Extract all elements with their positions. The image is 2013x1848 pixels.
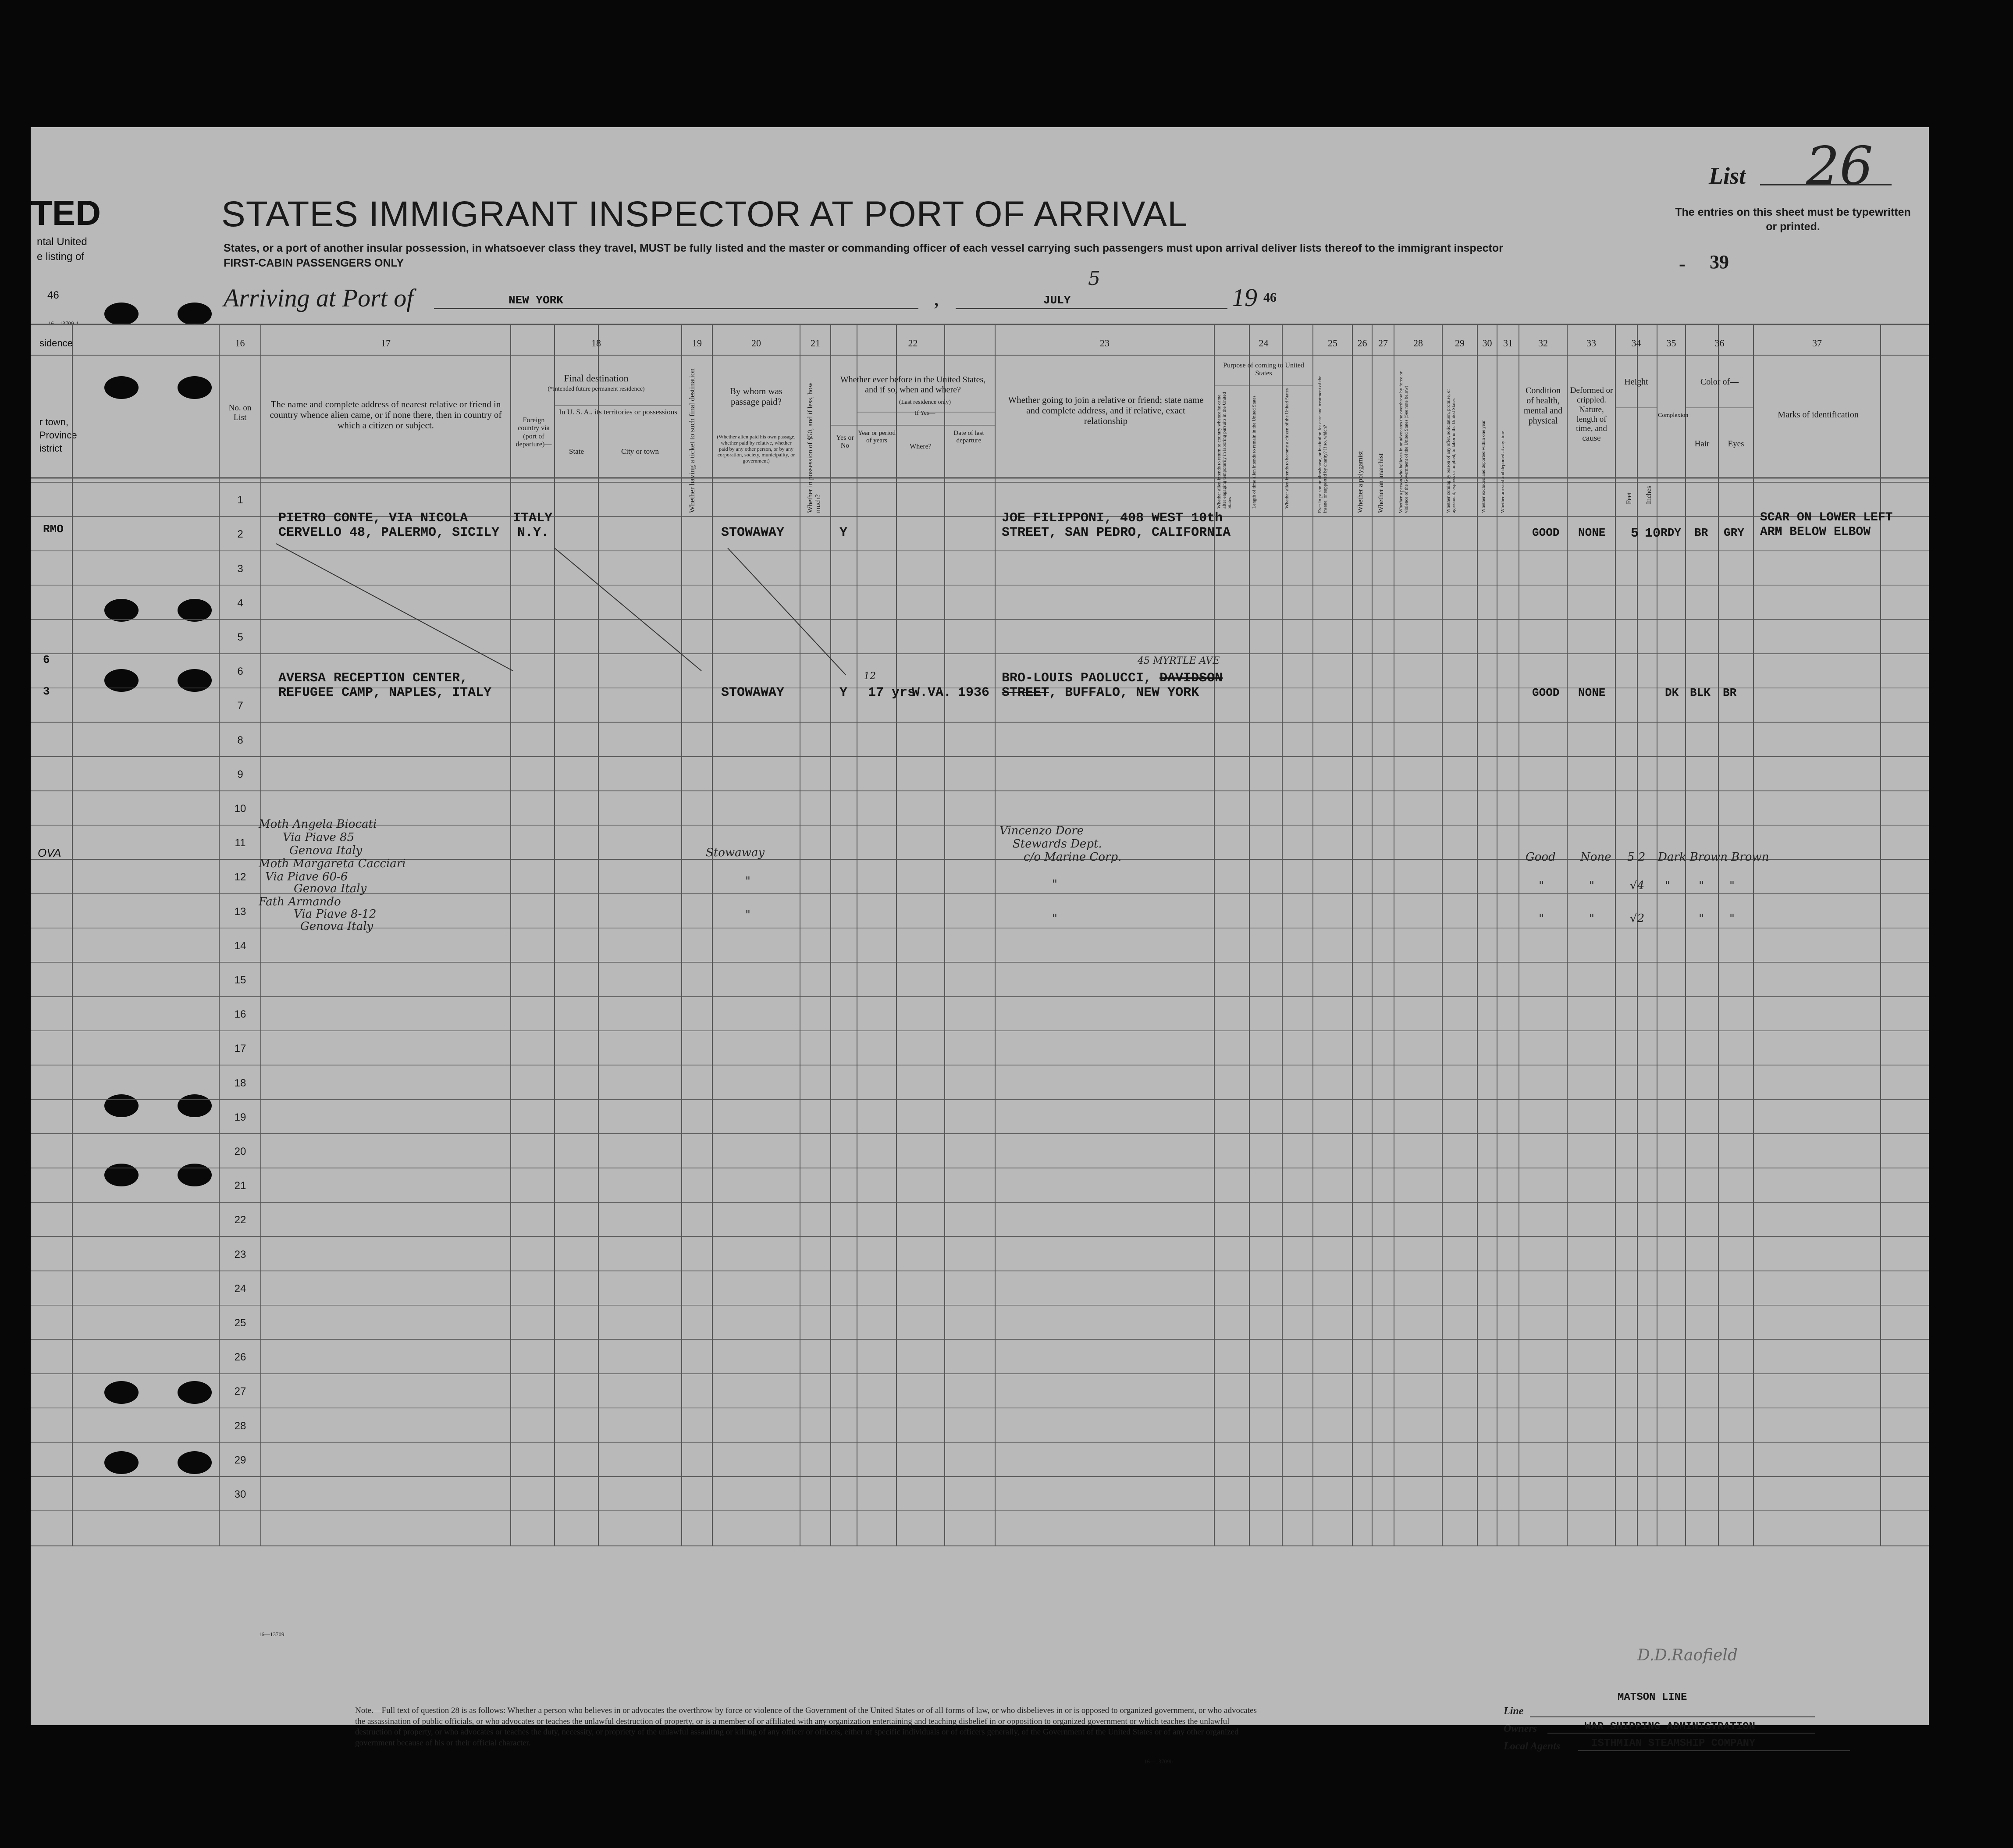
hdr-final-destination: Final destination: [564, 373, 629, 384]
r1-relative-1: PIETRO CONTE, VIA NICOLA: [278, 511, 468, 526]
r12-relative-2: Via Piave 60-6: [265, 870, 348, 883]
r6-years: 17 yrs: [868, 685, 916, 700]
row-number-27: 27: [234, 1385, 246, 1398]
r13-relative-1: Fath Armando: [259, 895, 341, 908]
col-num-24: 24: [1259, 338, 1269, 349]
col-num-37: 37: [1812, 338, 1822, 349]
manifest-sheet: [31, 127, 1929, 1765]
owners-underline: [1547, 1733, 1815, 1734]
col-num-19: 19: [692, 338, 702, 349]
row-number-28: 28: [234, 1420, 246, 1432]
r11-join-2: Stewards Dept.: [1013, 837, 1102, 851]
r12-eyes: ": [1729, 879, 1735, 892]
agents-label: Local Agents: [1504, 1741, 1561, 1752]
row-number-13: 13: [234, 905, 246, 918]
hdr-hair: Hair: [1694, 439, 1710, 449]
typewritten-note: The entries on this sheet must be typewritten or printed.: [1675, 206, 1911, 233]
r11-relative-3: Genova Italy: [289, 844, 363, 857]
hdr-eyes: Eyes: [1728, 439, 1744, 449]
arriving-label: Arriving at Port of: [224, 284, 414, 312]
line-value: MATSON LINE: [1618, 1691, 1687, 1703]
arrival-date: JULY: [1043, 294, 1071, 307]
row-number-24: 24: [234, 1282, 246, 1295]
hdr-inches: Inches: [1645, 486, 1653, 504]
col-num-31: 31: [1503, 338, 1513, 349]
list-label: List: [1709, 163, 1746, 189]
left-row11: OVA: [38, 846, 61, 859]
r12-paid: ": [745, 875, 750, 888]
row-number-23: 23: [234, 1248, 246, 1260]
hdr-purpose: Purpose of coming to United States: [1223, 362, 1304, 377]
row-number-2: 2: [237, 528, 243, 541]
comma: ,: [934, 285, 939, 310]
hdr-yes-no: Yes or No: [836, 434, 854, 450]
r1-relative-2: CERVELLO 48, PALERMO, SICILY: [278, 525, 500, 540]
left-row6: 3: [43, 685, 50, 698]
r6-join-struck-2: STREET: [1002, 685, 1049, 700]
row-number-4: 4: [237, 597, 243, 609]
row-number-25: 25: [234, 1317, 246, 1329]
r12-hair: ": [1699, 879, 1704, 892]
hdr-purpose-c: Whether alien intends to become a citizen of the United States: [1284, 388, 1290, 509]
col-num-32: 32: [1538, 338, 1548, 349]
r12-health: ": [1539, 879, 1544, 892]
hdr-color-of: Color of—: [1700, 377, 1739, 387]
list-number: 26: [1806, 136, 1873, 197]
owners-label: Owners: [1504, 1723, 1537, 1734]
row-number-17: 17: [234, 1043, 246, 1055]
r6-health: GOOD: [1532, 686, 1560, 699]
r11-paid: Stowaway: [706, 846, 765, 859]
hdr-ticket: Whether having a ticket to such final destination: [688, 368, 696, 513]
left-row1: RMO: [43, 523, 64, 536]
hdr-passage-paid: By whom was passage paid?: [729, 386, 783, 407]
row-number-1: 1: [237, 494, 243, 506]
col-num-18: 18: [591, 338, 601, 349]
row-number-22: 22: [234, 1214, 246, 1226]
hdr-state: State: [569, 447, 584, 456]
r12-relative-3: Genova Italy: [294, 882, 367, 895]
left-row5: 6: [43, 653, 50, 666]
r13-eyes: ": [1729, 912, 1735, 925]
row-number-19: 19: [234, 1111, 246, 1123]
agents-value: ISTHMIAN STEAMSHIP COMPANY: [1591, 1738, 1756, 1749]
r12-height: √4: [1630, 879, 1645, 892]
row-number-8: 8: [237, 734, 243, 746]
hdr-before-in-us-sub: (Last residence only): [899, 399, 951, 406]
r13-relative-3: Genova Italy: [300, 920, 373, 933]
r11-join-3: c/o Marine Corp.: [1024, 851, 1122, 864]
r1-marks-2: ARM BELOW ELBOW: [1760, 525, 1871, 539]
hdr-labor-offer: Whether coming by reason of any offer, solicitation, promise, or agreement, express or implied, to labor in the United States: [1446, 389, 1457, 513]
year-prefix: 19: [1232, 283, 1257, 312]
r13-paid: ": [745, 908, 750, 922]
year-suffix: 46: [1263, 290, 1277, 305]
agents-underline: [1578, 1750, 1850, 1751]
row-number-30: 30: [234, 1488, 246, 1500]
row-number-18: 18: [234, 1077, 246, 1089]
r6-join-name: BRO-LOUIS PAOLUCCI,: [1002, 671, 1152, 686]
row-number-16: 16: [234, 1008, 246, 1021]
hdr-last-departure: Date of last departure: [953, 430, 984, 445]
hdr-joining: Whether going to join a relative or friend; state name and complete address, and if relative, exact relationship: [1008, 395, 1204, 427]
signature: D.D.Raofield: [1637, 1646, 1738, 1664]
form-class: FIRST-CABIN PASSENGERS ONLY: [224, 257, 404, 269]
hdr-where: Where?: [910, 443, 932, 450]
left-residence-sub-2: Province: [39, 430, 77, 441]
col-num-27: 27: [1378, 338, 1388, 349]
row-number-6: 6: [237, 666, 243, 678]
hdr-relative-address: The name and complete address of nearest relative or friend in country whence alien came, or if none there, then in country of which a citizen or subject.: [270, 399, 502, 431]
r13-height: √2: [1630, 912, 1645, 925]
r1-marks-1: SCAR ON LOWER LEFT: [1760, 511, 1893, 524]
row-number-20: 20: [234, 1145, 246, 1157]
left-page-title: TED: [31, 193, 101, 232]
col-num-35: 35: [1666, 338, 1676, 349]
r13-join: ": [1052, 912, 1057, 925]
hdr-arrested: Whether arrested and deported at any time: [1500, 431, 1505, 513]
col-num-30: 30: [1482, 338, 1492, 349]
r6-eyes: BR: [1723, 686, 1737, 699]
col-num-23: 23: [1100, 338, 1110, 349]
hdr-if-yes: If Yes—: [914, 410, 935, 417]
row-number-21: 21: [234, 1180, 246, 1192]
row-number-14: 14: [234, 940, 246, 952]
line-underline: [1530, 1716, 1815, 1717]
hdr-purpose-b: Length of time alien intends to remain in the United States: [1252, 395, 1257, 509]
r11-relative-1: Moth Angela Biocati: [259, 818, 377, 831]
r6-where: W.VA.: [912, 685, 952, 700]
r1-health: GOOD: [1532, 526, 1560, 539]
r1-dest-2: N.Y.: [517, 525, 549, 540]
r1-join-1: JOE FILIPPONI, 408 WEST 10th: [1002, 511, 1223, 526]
r12-deformed: ": [1589, 879, 1594, 892]
r1-feet: 5: [1631, 526, 1639, 541]
r6-relative-2: REFUGEE CAMP, NAPLES, ITALY: [278, 685, 492, 700]
form-code: 16—13709-1: [48, 320, 79, 327]
r6-hair: BLK: [1690, 686, 1711, 699]
row-number-11: 11: [235, 837, 246, 849]
r6-join-1: [1002, 671, 1223, 686]
sheet-number: 39: [1710, 251, 1729, 273]
hdr-deformed: Deformed or crippled. Nature, length of time, and cause: [1570, 386, 1613, 443]
col-num-21: 21: [811, 338, 820, 349]
r1-before: Y: [839, 525, 848, 540]
r12-complexion: ": [1665, 879, 1670, 892]
row-number-12: 12: [234, 871, 246, 883]
r6-deformed: NONE: [1578, 686, 1606, 699]
hdr-money: Whether in possession of $50, and if less, how much?: [807, 382, 822, 513]
col-num-36: 36: [1714, 338, 1725, 349]
col-num-20: 20: [751, 338, 761, 349]
hdr-complexion: Complexion: [1658, 412, 1689, 419]
r13-relative-2: Via Piave 8-12: [294, 908, 377, 921]
left-page-line1: ntal United: [37, 236, 87, 248]
r1-dest-1: ITALY: [513, 511, 553, 526]
hdr-final-destination-sub: (*Intended future permanent residence): [548, 386, 645, 392]
col-num-17: 17: [381, 338, 391, 349]
hdr-prison: Ever in prison or almshouse, or institution for care and treatment of the insane, or supported by charity? If so, which?: [1317, 375, 1328, 513]
row-number-5: 5: [237, 631, 243, 643]
r12-relative-1: Moth Margareta Cacciari: [259, 857, 406, 870]
form-instructions: States, or a port of another insular possession, in whatsoever class they travel, MUST be fully listed and the master or commanding officer of each vessel carrying such passengers must upon arrival deliver lists thereof to the immigrant inspector: [224, 242, 1503, 254]
sheet-marker: -: [1679, 253, 1686, 274]
col-num-29: 29: [1455, 338, 1465, 349]
r11-height: 5 2: [1627, 851, 1646, 864]
hdr-before-in-us: Whether ever before in the United States, and if so, when and where?: [840, 375, 986, 395]
r13-deformed: ": [1589, 912, 1594, 925]
form-code-bottom: 16—13709: [259, 1631, 285, 1638]
row-number-26: 26: [234, 1351, 246, 1364]
r6-join-2: [1002, 685, 1199, 700]
r6-join-struck-1: DAVIDSON: [1159, 671, 1223, 686]
r13-health: ": [1539, 912, 1544, 925]
hdr-health: Condition of health, mental and physical: [1523, 386, 1563, 426]
col-num-34: 34: [1631, 338, 1641, 349]
row-number-7: 7: [237, 700, 243, 712]
hdr-excluded: Whether excluded and deported within one year: [1481, 420, 1486, 513]
hdr-no-on-list: No. on List: [228, 403, 252, 422]
r1-join-2: STREET, SAN PEDRO, CALIFORNIA: [1002, 525, 1231, 540]
hdr-polygamist: Whether a polygamist: [1357, 451, 1364, 513]
col-num-33: 33: [1586, 338, 1596, 349]
left-page-year: 46: [47, 289, 59, 301]
r6-years-note: 12: [864, 671, 876, 682]
r1-eyes: GRY: [1724, 526, 1744, 539]
hdr-usa: In U. S. A., its territories or possessions: [559, 408, 677, 416]
r6-paid: STOWAWAY: [721, 685, 785, 700]
hdr-passage-paid-sub: (Whether alien paid his own passage, whether paid by relative, whether paid by any other person, or by any corporation, society, municipality, or government): [717, 434, 796, 464]
r1-deformed: NONE: [1578, 526, 1606, 539]
r1-inches: 10: [1645, 526, 1661, 541]
row-number-10: 10: [234, 802, 246, 815]
r12-join: ": [1052, 878, 1057, 891]
hdr-overthrow: Whether a person who believes in or advocates the overthrow by force or violence of the Government of the United States (See note below): [1398, 371, 1409, 513]
hdr-height: Height: [1624, 377, 1648, 387]
row-number-3: 3: [237, 563, 243, 575]
row-number-29: 29: [234, 1454, 246, 1466]
hdr-feet: Feet: [1625, 492, 1633, 504]
row-number-9: 9: [237, 768, 243, 780]
r11-deformed: None: [1580, 851, 1611, 864]
r1-hair: BR: [1694, 526, 1708, 539]
question-28-note: Note.—Full text of question 28 is as follows: Whether a person who believes in or advocates the overthrow by force or violence of the Government of the United States or of all forms of law, or who disbelieves in or is opposed to organized government, or who advocates the assassination of public officials, or who advocates or teaches the unlawful destruction of property, or is a member of or affiliated with any organization entertaining and teaching disbelief in or opposition to organized government or which teaches the unlawful destruction of property, or who advocates or teaches the duty, necessity, or propriety of the unlawful assaulting or killing of any officer or officers, either of specific individuals or of officers generally, of the Government of the United States or of any other organized government because of his or their official character.: [355, 1706, 1257, 1748]
line-label: Line: [1504, 1706, 1524, 1717]
r6-join-city: , BUFFALO, NEW YORK: [1049, 685, 1199, 700]
r11-join-1: Vincenzo Dore: [999, 824, 1084, 837]
r11-relative-2: Via Piave 85: [283, 831, 355, 844]
arrival-day: 5: [1088, 267, 1100, 290]
left-residence-sub-1: r town,: [39, 417, 69, 427]
r13-hair: ": [1699, 912, 1704, 925]
r11-health: Good: [1526, 851, 1556, 864]
form-code-footer: 16—13709b: [1144, 1758, 1173, 1765]
r6-join-note: 45 MYRTLE AVE: [1138, 655, 1220, 666]
hdr-city: City or town: [621, 447, 659, 456]
r11-colors: Dark Brown Brown: [1658, 851, 1769, 864]
col-num-28: 28: [1413, 338, 1423, 349]
port-name: NEW YORK: [509, 294, 563, 307]
col-num-25: 25: [1328, 338, 1337, 349]
col-num-22: 22: [908, 338, 918, 349]
hdr-foreign-country: Foreign country via (port of departure)—: [516, 417, 552, 449]
hdr-year-period: Year or period of years: [858, 430, 896, 445]
col-num-26: 26: [1357, 338, 1367, 349]
r6-relative-1: AVERSA RECEPTION CENTER,: [278, 671, 468, 686]
left-page-line2: e listing of: [37, 251, 85, 263]
r1-paid: STOWAWAY: [721, 525, 785, 540]
hdr-purpose-a: Whether alien intends to return to country whence he came after engaging temporarily in laboring pursuits in the United States: [1216, 392, 1233, 509]
owners-value: WAR SHIPPING ADMINISTRATION: [1585, 1721, 1755, 1733]
r6-complexion: DK: [1665, 686, 1679, 699]
left-residence-sub-3: istrict: [39, 443, 62, 454]
left-residence-header: sidence: [39, 338, 73, 349]
r6-before: Y: [839, 685, 848, 700]
row-number-15: 15: [234, 974, 246, 986]
form-title: STATES IMMIGRANT INSPECTOR AT PORT OF ARRIVAL: [221, 194, 1188, 234]
hdr-marks: Marks of identification: [1778, 410, 1859, 420]
col-num-16: 16: [235, 338, 245, 349]
r1-complexion: RDY: [1661, 526, 1681, 539]
hdr-anarchist: Whether an anarchist: [1377, 453, 1385, 513]
r6-date: 1936: [958, 685, 990, 700]
